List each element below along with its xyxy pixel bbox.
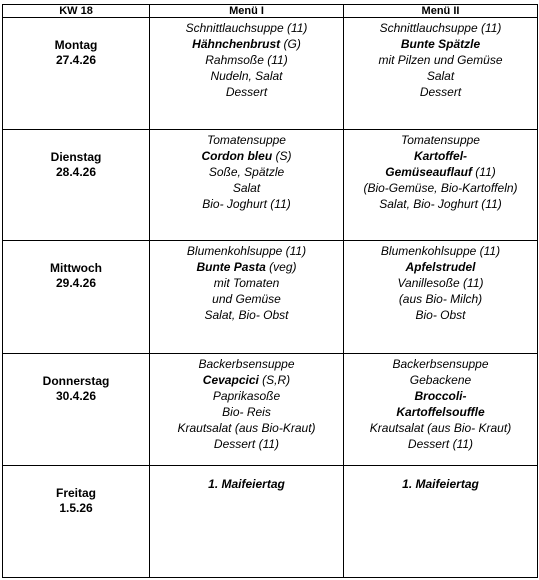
menu2-cell [344, 130, 538, 241]
dish-line [150, 68, 343, 84]
day-cell [3, 241, 150, 353]
dish-name: Gemüseauflauf [385, 165, 472, 180]
dish-name: Bunte Pasta [196, 260, 266, 275]
dish-text: Nudeln, Salat [210, 69, 283, 83]
day-date: 1.5.26 [59, 500, 93, 515]
dish-text: Backerbsensuppe [198, 356, 295, 371]
dish-line [150, 420, 343, 436]
holiday-text [344, 476, 537, 492]
dish-text: Salat [426, 69, 455, 83]
dish-line [344, 420, 537, 436]
dish-name: Bunte Spätzle [400, 37, 481, 51]
dish-line [150, 20, 343, 36]
dish-line [344, 52, 537, 68]
dish-line [150, 259, 343, 275]
dish-text: Salat [232, 181, 261, 196]
dish-text: Blumenkohlsuppe (11) [186, 244, 307, 259]
dish-line [344, 196, 537, 212]
dish-text: Tomatensuppe [401, 133, 480, 148]
dish-text: Dessert [225, 85, 268, 99]
dish-text: Salat, Bio- Obst [204, 308, 289, 323]
day-name: Montag [54, 38, 98, 52]
day-date: 29.4.26 [55, 276, 97, 291]
menu2-cell [344, 241, 538, 353]
dish-line [150, 36, 343, 52]
dish-line [150, 52, 343, 68]
dish-line [150, 404, 343, 420]
day-name: Dienstag [50, 150, 102, 165]
day-row [3, 353, 538, 465]
day-cell [3, 353, 150, 465]
day-row [3, 465, 538, 577]
allergen-code: (S) [272, 149, 292, 164]
day-row [3, 130, 538, 241]
dish-name: Apfelstrudel [405, 260, 476, 275]
dish-line [150, 132, 343, 148]
menu1-cell [150, 465, 344, 577]
day-date: 27.4.26 [55, 53, 97, 67]
dish-text: Schnittlauchsuppe (11) [185, 21, 308, 35]
dish-text: (Bio-Gemüse, Bio-Kartoffeln) [363, 181, 518, 196]
dish-line [150, 84, 343, 100]
menu1-cell [150, 241, 344, 353]
dish-line [344, 68, 537, 84]
dish-line [344, 436, 537, 452]
menu2-cell [344, 465, 538, 577]
dish-line [150, 275, 343, 291]
dish-line [150, 164, 343, 180]
menu1-cell [150, 353, 344, 465]
dish-text: Bio- Reis [222, 404, 271, 419]
dish-text: Krautsalat (aus Bio- Kraut) [369, 420, 512, 435]
dish-text: und Gemüse [212, 292, 281, 307]
week-header: KW 18 [3, 5, 150, 18]
dish-line [344, 291, 537, 307]
dish-line [344, 372, 537, 388]
menu2-cell [344, 353, 538, 465]
day-row [3, 18, 538, 130]
dish-text: Blumenkohlsuppe (11) [380, 244, 501, 259]
dish-text: Bio- Obst [415, 308, 466, 323]
menu1-header: Menü I [150, 5, 344, 18]
dish-text: Backerbsensuppe [392, 356, 489, 371]
day-name: Donnerstag [42, 373, 110, 388]
dish-name: Cevapcici [202, 372, 259, 387]
dish-line [150, 291, 343, 307]
dish-text: Soße, Spätzle [208, 165, 285, 180]
dish-line [150, 196, 343, 212]
dish-line [150, 436, 343, 452]
dish-text: (aus Bio- Milch) [398, 292, 483, 307]
dish-text: Bio- Joghurt (11) [202, 197, 291, 212]
dish-text: Paprikasoße [212, 388, 281, 403]
dish-text: Dessert (11) [213, 436, 280, 451]
dish-name: Broccoli- [414, 388, 467, 403]
dish-name: Kartoffel- [413, 149, 468, 164]
dish-text: Dessert [419, 85, 462, 99]
allergen-code: (S,R) [258, 372, 291, 387]
dish-line [344, 356, 537, 372]
dish-name: 1. Maifeiertag [402, 476, 479, 491]
menu1-cell [150, 130, 344, 241]
dish-text: Salat, Bio- Joghurt (11) [379, 197, 502, 212]
day-name: Freitag [55, 485, 96, 500]
dish-text: Gebackene [409, 372, 472, 387]
menu2-cell [344, 18, 538, 130]
dish-line [344, 404, 537, 420]
day-cell [3, 465, 150, 577]
day-cell [3, 130, 150, 241]
dish-name: Kartoffelsouffle [396, 404, 485, 419]
day-cell [3, 18, 150, 130]
menu2-header: Menü II [344, 5, 538, 18]
dish-line [344, 164, 537, 180]
holiday-text [150, 476, 343, 492]
dish-text: Vanillesoße (11) [397, 276, 484, 291]
dish-line [344, 132, 537, 148]
header-row [3, 5, 538, 18]
dish-line [344, 243, 537, 259]
dish-line [150, 356, 343, 372]
dish-name: Cordon bleu [201, 149, 273, 164]
dish-line [344, 20, 537, 36]
menu1-cell [150, 18, 344, 130]
dish-line [344, 180, 537, 196]
day-date: 28.4.26 [55, 165, 97, 180]
day-name: Mittwoch [50, 261, 102, 276]
dish-text: Rahmsoße (11) [205, 53, 288, 67]
dish-text: mit Tomaten [213, 276, 280, 291]
dish-line [344, 84, 537, 100]
dish-text: Schnittlauchsuppe (11) [379, 21, 502, 35]
dish-text: Tomatensuppe [207, 133, 286, 148]
allergen-code: (G) [280, 37, 301, 51]
allergen-code: (11) [471, 165, 496, 180]
dish-line [150, 180, 343, 196]
dish-text: Dessert (11) [407, 436, 474, 451]
dish-line [344, 36, 537, 52]
dish-line [150, 307, 343, 323]
dish-line [344, 259, 537, 275]
dish-line [344, 148, 537, 164]
day-date: 30.4.26 [55, 388, 97, 403]
allergen-code: (veg) [265, 260, 297, 275]
dish-line [344, 275, 537, 291]
dish-line [150, 148, 343, 164]
dish-text: Krautsalat (aus Bio-Kraut) [177, 420, 316, 435]
dish-line [150, 243, 343, 259]
dish-name: Hähnchenbrust [192, 37, 281, 51]
dish-text: mit Pilzen und Gemüse [378, 53, 503, 67]
dish-line [344, 307, 537, 323]
dish-line [150, 372, 343, 388]
dish-line [344, 388, 537, 404]
dish-name: 1. Maifeiertag [208, 476, 285, 491]
weekly-menu-table [2, 4, 538, 578]
dish-line [150, 388, 343, 404]
day-row [3, 241, 538, 353]
